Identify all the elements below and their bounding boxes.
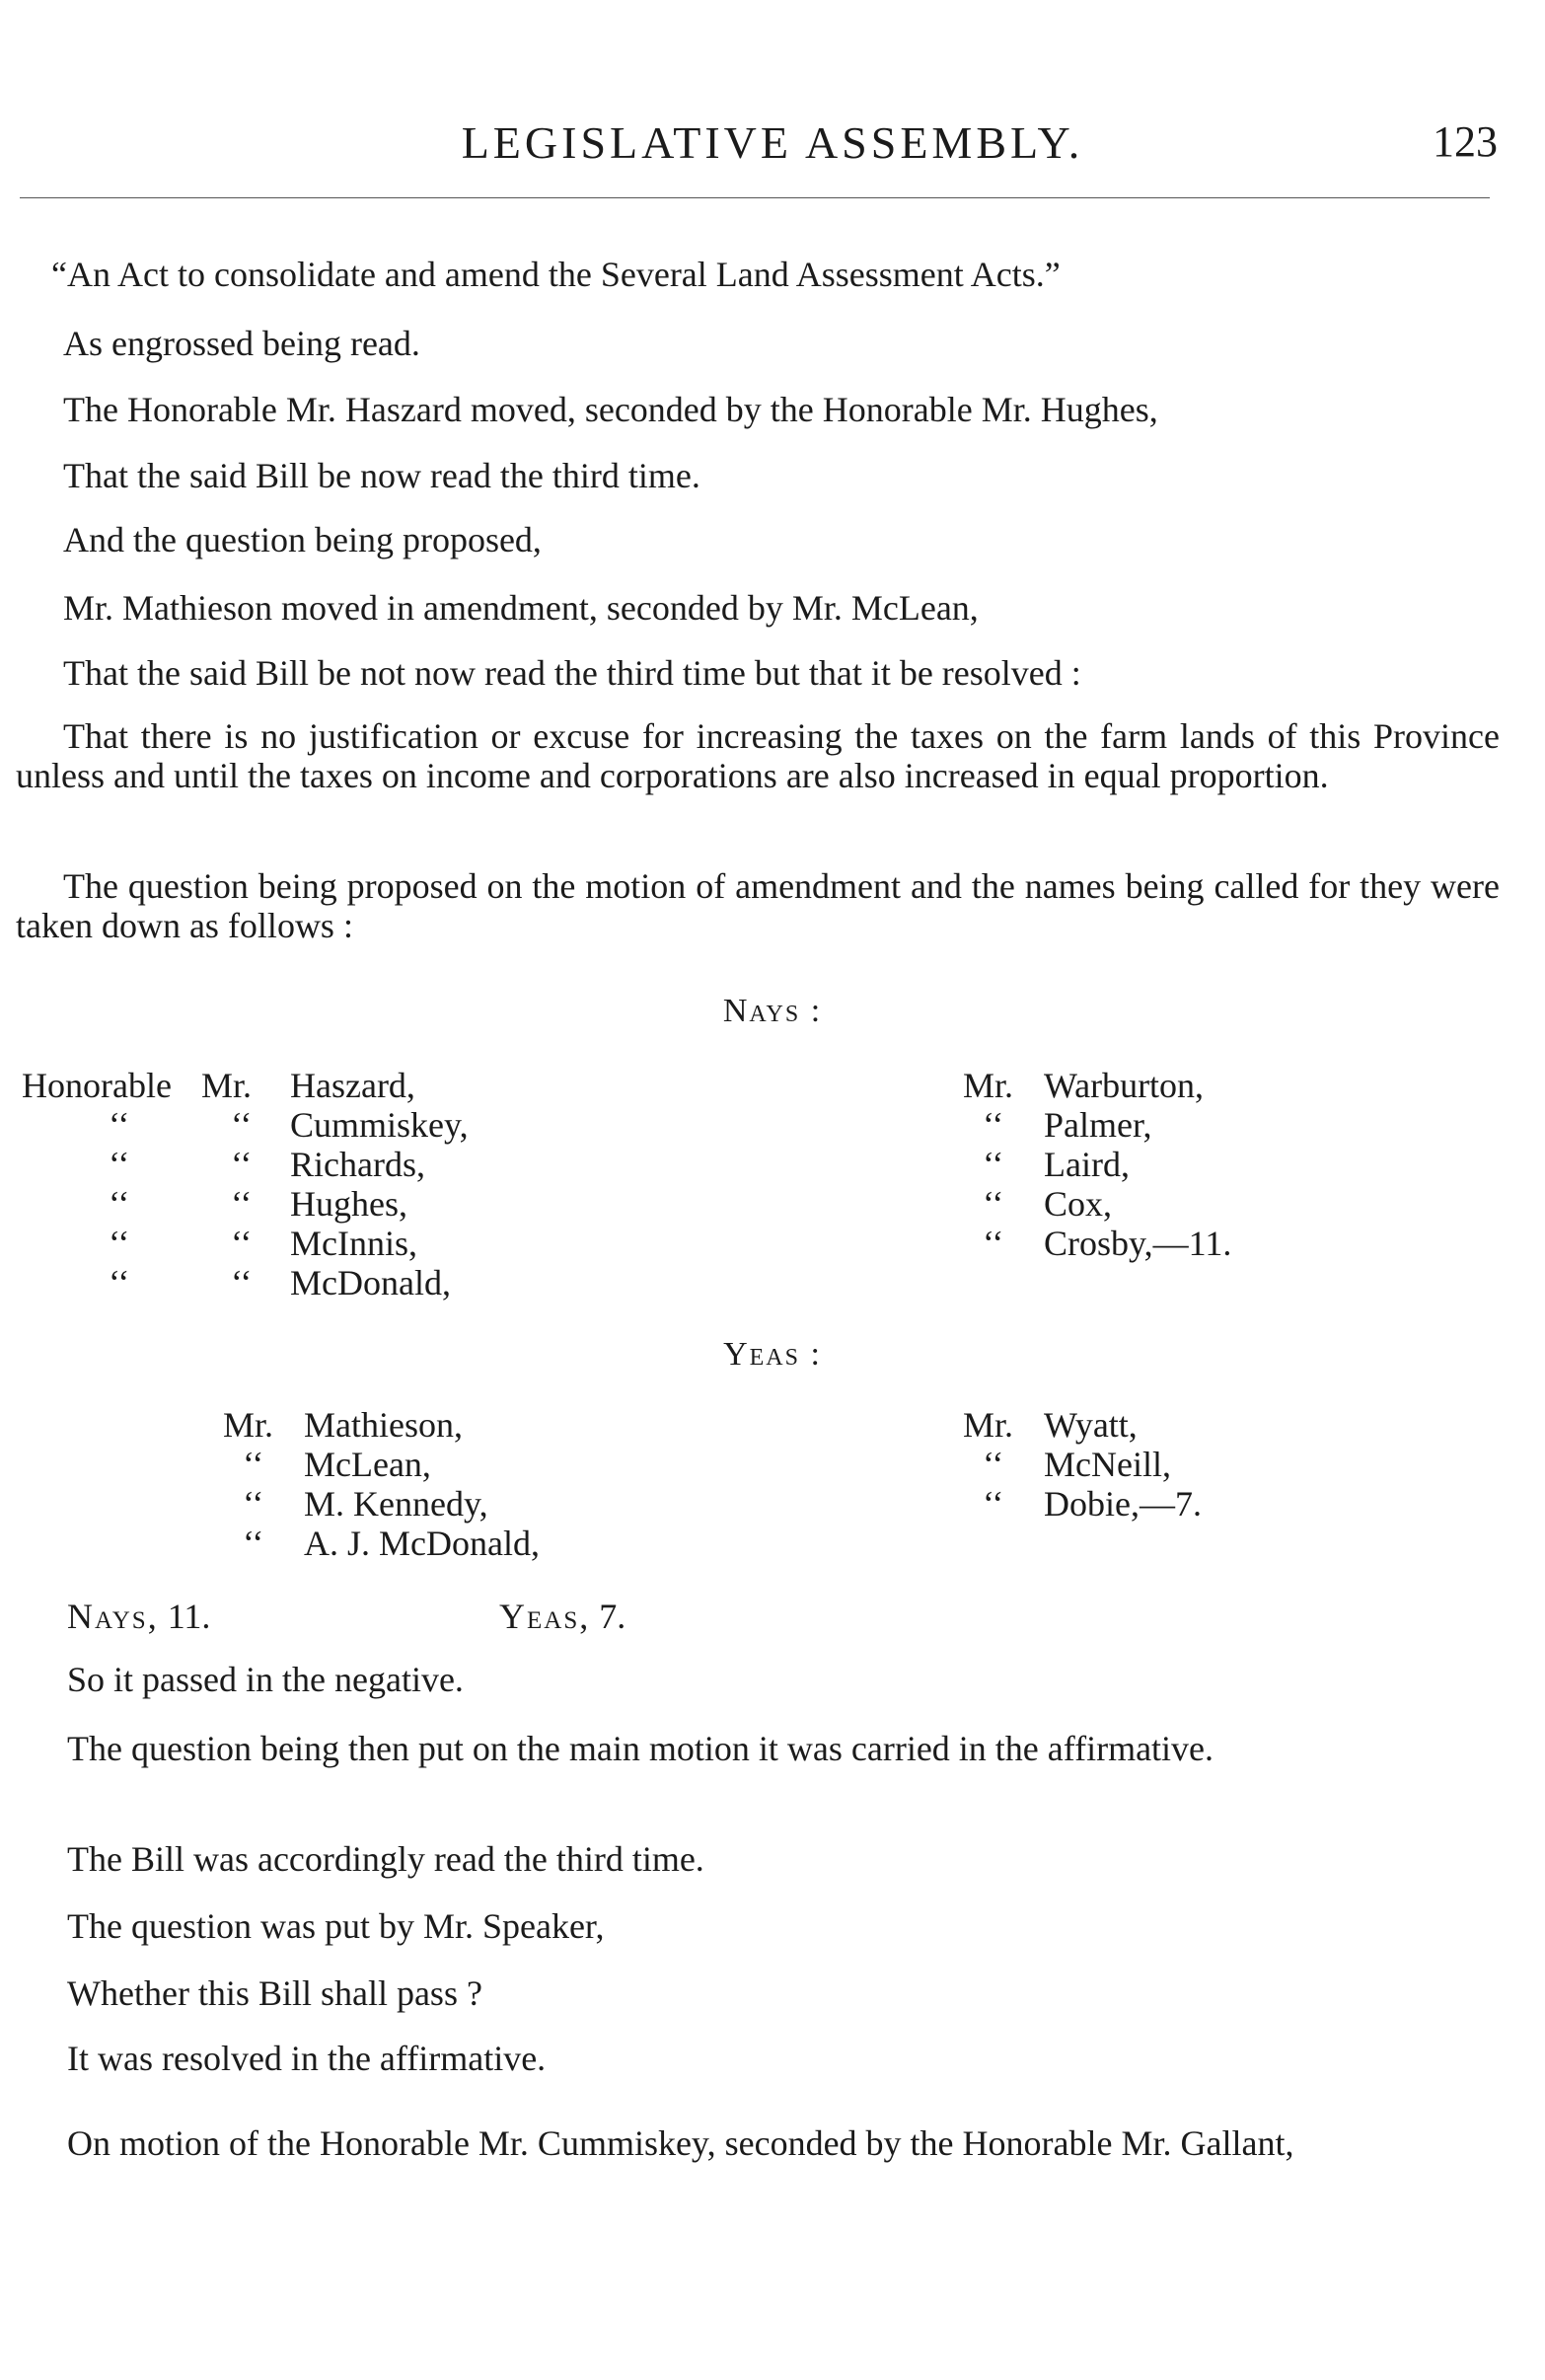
vote-row — [223, 1524, 540, 1563]
member-name: A. J. McDonald, — [304, 1524, 540, 1563]
member-name: McInnis, — [290, 1224, 417, 1263]
vote-title: Mr. — [201, 1066, 253, 1105]
member-name: Haszard, — [290, 1066, 415, 1105]
nays-tally — [67, 1597, 210, 1636]
engrossed-line: As engrossed being read. — [63, 324, 420, 363]
vote-title: ‘‘ — [983, 1224, 1004, 1263]
vote-row — [963, 1405, 1202, 1445]
amendment-motion: Mr. Mathieson moved in amendment, seconded by Mr. McLean, — [63, 588, 979, 628]
negative-line: So it passed in the negative. — [67, 1660, 464, 1699]
vote-title: Mr. — [223, 1405, 274, 1445]
vote-row — [22, 1224, 469, 1263]
member-name: Wyatt, — [1044, 1405, 1138, 1445]
vote-title: ‘‘ — [243, 1484, 264, 1524]
vote-row — [22, 1066, 469, 1105]
vote-title: ‘‘ — [983, 1105, 1004, 1145]
vote-row — [22, 1184, 469, 1224]
next-motion-paragraph: On motion of the Honorable Mr. Cummiskey, seconded by the Honorable Mr. Gallant, — [67, 2123, 1294, 2163]
member-name: McDonald, — [290, 1263, 451, 1302]
member-name: Cummiskey, — [290, 1105, 469, 1145]
member-name: Warburton, — [1044, 1066, 1205, 1105]
third-reading-motion: The Honorable Mr. Haszard moved, seconded by the Honorable Mr. Hughes, — [63, 390, 1158, 429]
nays-right-column — [963, 1066, 1231, 1263]
yeas-tally — [499, 1597, 625, 1636]
member-name: Mathieson, — [304, 1405, 463, 1445]
yeas-tally-count: 7. — [599, 1597, 626, 1636]
vote-title: ‘‘ — [983, 1445, 1004, 1484]
vote-title: ‘‘ — [243, 1524, 264, 1563]
vote-prefix: ‘‘ — [109, 1184, 130, 1224]
nays-heading: Nays : — [722, 993, 823, 1029]
vote-row — [223, 1445, 540, 1484]
main-motion-paragraph: The question being then put on the main motion it was carried in the affirmative. — [67, 1729, 1214, 1768]
put-by-speaker-line: The question was put by Mr. Speaker, — [67, 1906, 605, 1946]
running-header-title: LEGISLATIVE ASSEMBLY. — [461, 117, 1084, 168]
resolved-line: It was resolved in the affirmative. — [67, 2039, 547, 2078]
member-name: Richards, — [290, 1145, 425, 1184]
member-name: Cox, — [1044, 1184, 1113, 1224]
member-name: Palmer, — [1044, 1105, 1152, 1145]
member-name: Crosby,—11. — [1044, 1224, 1232, 1263]
vote-title: ‘‘ — [231, 1145, 253, 1184]
yeas-left-column — [223, 1405, 540, 1563]
vote-row — [963, 1224, 1231, 1263]
vote-row — [963, 1105, 1231, 1145]
yeas-tally-label: Yeas, — [499, 1597, 591, 1636]
vote-row — [963, 1145, 1231, 1184]
vote-row — [223, 1484, 540, 1524]
vote-row — [963, 1484, 1202, 1524]
vote-prefix: ‘‘ — [109, 1145, 130, 1184]
vote-title: ‘‘ — [231, 1224, 253, 1263]
yeas-heading: Yeas : — [723, 1336, 822, 1373]
vote-title: ‘‘ — [231, 1105, 253, 1145]
third-reading-resolution: That the said Bill be now read the third time. — [63, 456, 700, 495]
vote-title: ‘‘ — [983, 1184, 1004, 1224]
nays-tally-label: Nays, — [67, 1597, 159, 1636]
amendment-text: That there is no justification or excuse for increasing the taxes on the farm lands of this Province unless and until the taxes on income and corporations are also increased in equal proportion. — [16, 716, 1500, 795]
read-third-line: The Bill was accordingly read the third time. — [67, 1839, 704, 1879]
vote-title: ‘‘ — [243, 1445, 264, 1484]
nays-left-column — [22, 1066, 469, 1302]
nays-tally-count: 11. — [167, 1597, 211, 1636]
whether-pass-line: Whether this Bill shall pass ? — [67, 1973, 482, 2013]
act-title-line: “An Act to consolidate and amend the Several Land Assessment Acts.” — [51, 255, 1061, 294]
vote-row — [963, 1445, 1202, 1484]
vote-prefix: ‘‘ — [109, 1263, 130, 1302]
vote-row — [22, 1145, 469, 1184]
header-rule — [20, 197, 1490, 198]
not-now-resolution: That the said Bill be not now read the third time but that it be resolved : — [63, 653, 1081, 693]
vote-row — [963, 1066, 1231, 1105]
vote-prefix: Honorable — [22, 1066, 172, 1105]
member-name: M. Kennedy, — [304, 1484, 488, 1524]
vote-title: ‘‘ — [231, 1263, 253, 1302]
member-name: McLean, — [304, 1445, 431, 1484]
vote-title: ‘‘ — [983, 1484, 1004, 1524]
member-name: Hughes, — [290, 1184, 407, 1224]
vote-title: Mr. — [963, 1405, 1014, 1445]
vote-row — [22, 1105, 469, 1145]
names-called-paragraph: The question being proposed on the motion of amendment and the names being called for they were taken down as follows : — [16, 866, 1500, 945]
vote-prefix: ‘‘ — [109, 1105, 130, 1145]
yeas-right-column — [963, 1405, 1202, 1524]
page-number: 123 — [1433, 117, 1498, 166]
member-name: Laird, — [1044, 1145, 1130, 1184]
question-proposed-line: And the question being proposed, — [63, 520, 542, 559]
vote-title: ‘‘ — [983, 1145, 1004, 1184]
vote-title: ‘‘ — [231, 1184, 253, 1224]
vote-prefix: ‘‘ — [109, 1224, 130, 1263]
vote-title: Mr. — [963, 1066, 1014, 1105]
vote-row — [223, 1405, 540, 1445]
member-name: McNeill, — [1044, 1445, 1171, 1484]
vote-row — [22, 1263, 469, 1302]
vote-row — [963, 1184, 1231, 1224]
member-name: Dobie,—7. — [1044, 1484, 1202, 1524]
